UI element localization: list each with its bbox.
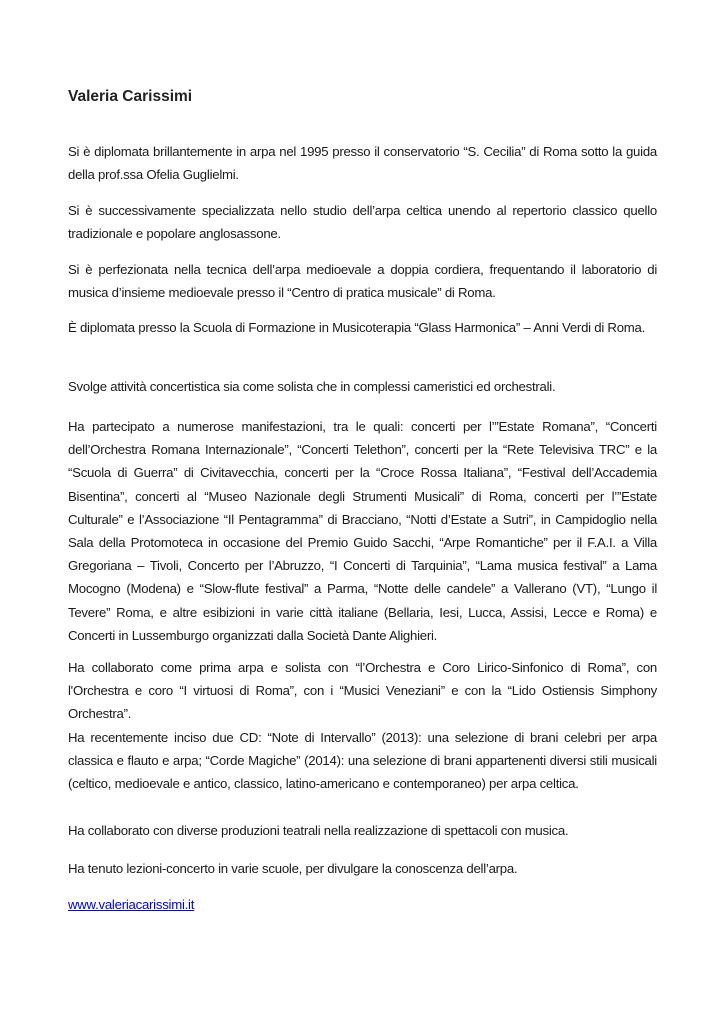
- paragraph-cds: Ha recentemente inciso due CD: “Note di Intervallo” (2013): una selezione di brani celebri per arpa classica e flauto e arpa; “Corde Magiche” (2014): una selezione di brani appartenenti diversi stili musicali (celtico, medioevale e antico, classico, latino-americano e contemporaneo) per arpa celtica.: [68, 730, 657, 792]
- paragraph-diploma: Si è diplomata brillantemente in arpa nel 1995 presso il conservatorio “S. Cecilia” di Roma sotto la guida della prof.ssa Ofelia Guglielmi.: [68, 144, 657, 183]
- paragraph-collaborations: Ha collaborato come prima arpa e solista con “l’Orchestra e Coro Lirico-Sinfonico di Roma”, con l'Orchestra e coro “I virtuosi di Roma”, con i “Musici Veneziani” e con la “Lido Ostiensis Simphony Orchestra”.: [68, 660, 657, 722]
- paragraph-theatre: Ha collaborato con diverse produzioni teatrali nella realizzazione di spettacoli con musica.: [68, 823, 569, 838]
- paragraph-music-therapy: È diplomata presso la Scuola di Formazione in Musicoterapia “Glass Harmonica” – Anni Verdi di Roma.: [68, 320, 646, 335]
- paragraph-events: Ha partecipato a numerose manifestazioni, tra le quali: concerti per l’”Estate Romana”, “Concerti dell’Orchestra Romana Internazionale”, “Concerti Telethon”, concerti per la “Rete Televisiva TRC” e la “Scuola di Guerra” di Civitavecchia, concerti per la “Croce Rossa Italiana”, “Festival dell’Accademia Bisentina”, concerti al “Museo Nazionale degli Strumenti Musicali” di Roma, concerti per l’”Estate Culturale” e l’Associazione “Il Pentagramma” di Bracciano, “Notti d’Estate a Sutri”, in Campidoglio nella Sala della Protomoteca in occasione del Premio Guido Sacchi, “Arpe Romantiche” per il F.A.I. a Villa Gregoriana – Tivoli, Concerto per l’Abruzzo, “I Concerti di Tarquinia”, “Lama musica festival” a Lama Mocogno (Modena) e “Slow-flute festival” a Parma, “Notte delle candele” a Vallerano (VT), “Lungo il Tevere” Roma, e altre esibizioni in varie città italiane (Bellaria, Iesi, Lucca, Assisi, Lecce e Roma) e Concerti in Lussemburgo organizzati dalla Società Dante Alighieri.: [68, 419, 657, 643]
- website-link[interactable]: www.valeriacarissimi.it: [68, 897, 195, 912]
- paragraph-celtic-harp: Si è successivamente specializzata nello studio dell’arpa celtica unendo al repertorio classico quello tradizionale e popolare anglosassone.: [68, 203, 657, 242]
- paragraph-concert-activity: Svolge attività concertistica sia come solista che in complessi cameristici ed orchestrali.: [68, 379, 556, 394]
- paragraph-medieval-harp: Si è perfezionata nella tecnica dell’arpa medioevale a doppia cordiera, frequentando il laboratorio di musica d’insieme medioevale presso il “Centro di pratica musicale” di Roma.: [68, 262, 657, 301]
- page-title: Valeria Carissimi: [68, 88, 193, 105]
- paragraph-lessons: Ha tenuto lezioni-concerto in varie scuole, per divulgare la conoscenza dell’arpa.: [68, 861, 518, 876]
